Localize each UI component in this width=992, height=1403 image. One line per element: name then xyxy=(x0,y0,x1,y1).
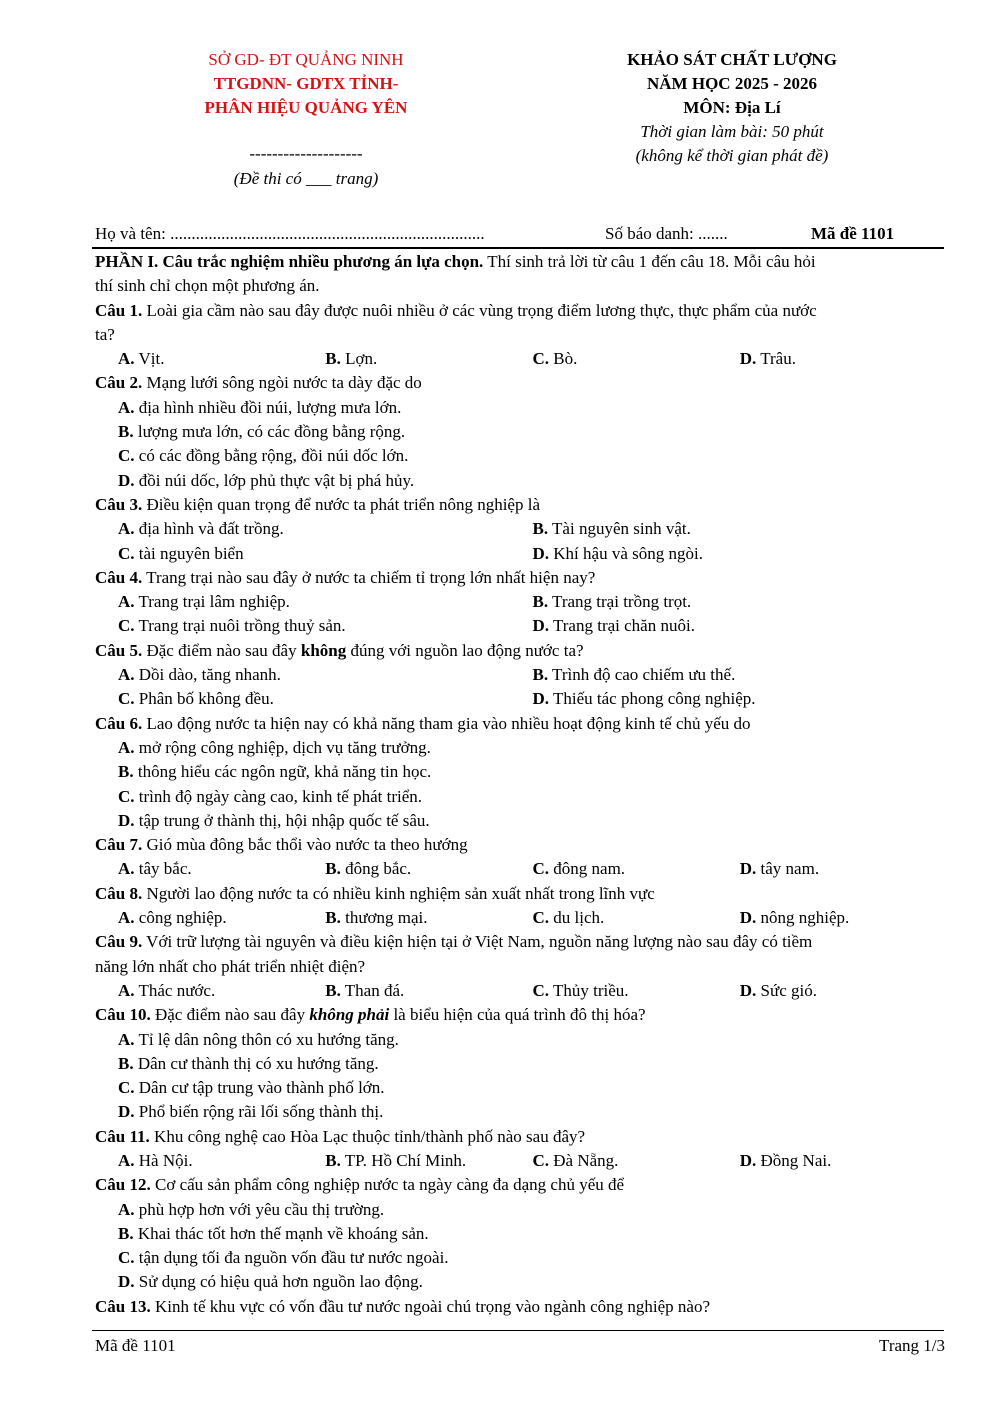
options-row xyxy=(95,857,947,881)
options-row xyxy=(95,687,947,711)
option-d: D. Trang trại chăn nuôi. xyxy=(532,616,695,636)
question-6: Câu 6. Lao động nước ta hiện nay có khả năng tham gia vào nhiều hoạt động kinh tế chủ yếu do xyxy=(95,713,751,733)
options-row xyxy=(95,979,947,1003)
option-d: D. Trâu. xyxy=(739,349,796,369)
option-d: D. tập trung ở thành thị, hội nhập quốc tế sâu. xyxy=(118,810,430,830)
option-c: C. trình độ ngày càng cao, kinh tế phát triển. xyxy=(118,786,423,806)
exam-code: Mã đề 1101 xyxy=(811,224,895,243)
option-d: D. Khí hậu và sông ngòi. xyxy=(532,543,703,563)
question-3: Câu 3. Điều kiện quan trọng để nước ta phát triển nông nghiệp là xyxy=(95,494,540,514)
question-9: Câu 9. Với trữ lượng tài nguyên và điều kiện hiện tại ở Việt Nam, nguồn năng lượng nào sau đây có tiềm xyxy=(95,932,813,952)
exam-title: KHẢO SÁT CHẤT LƯỢNG xyxy=(627,50,837,69)
option-c: C. Phân bố không đều. xyxy=(118,689,274,709)
option-a: A. Thác nước. xyxy=(118,980,216,1000)
option-b: B. Trang trại trồng trọt. xyxy=(532,592,692,612)
divider-dashes: -------------------- xyxy=(249,144,363,163)
school-header xyxy=(130,48,482,192)
option-a: A. công nghiệp. xyxy=(118,908,227,928)
option-b: B. thông hiểu các ngôn ngữ, khả năng tin học. xyxy=(118,762,432,782)
options-row xyxy=(95,1149,947,1173)
page-number: Trang 1/3 xyxy=(879,1336,945,1355)
option-c: C. có các đồng bằng rộng, đồi núi dốc lớn. xyxy=(118,446,409,466)
question-10: Câu 10. Đặc điểm nào sau đây không phải là biểu hiện của quá trình đô thị hóa? xyxy=(95,1005,646,1025)
option-a: A. Vịt. xyxy=(118,349,165,369)
department-name: SỞ GD- ĐT QUẢNG NINH xyxy=(208,50,404,69)
option-d: D. Sử dụng có hiệu quả hơn nguồn lao động. xyxy=(118,1272,423,1292)
option-b: B. đông bắc. xyxy=(325,859,412,879)
options-row xyxy=(95,590,947,614)
exam-content: PHẦN I. Câu trắc nghiệm nhiều phương án lựa chọn. Thí sinh trả lời từ câu 1 đến câu 18. Mỗi câu hỏi thí sinh chỉ chọn một phương án. Câu 1. Loài gia cầm nào sau đây được nuôi nhiều ở các vùng trọng điểm lương thực, thực phẩm của nước ta? A. Vịt. B. Lợn. C. Bò. D. Trâu. Câu 2. Mạng lưới sông ngòi nước ta dày đặc do A. địa hình nhiều đồi núi, lượng mưa lớn. B. lượng mưa lớn, có các đồng bằng rộng. C. có các đồng bằng rộng, đồi núi dốc lớn. D. đồi núi dốc, lớp phủ thực vật bị phá hủy. Câu 3. Điều kiện quan trọng để nước ta phát triển nông nghiệp là A. địa hình và đất trồng. B. Tài nguyên sinh vật. C. tài nguyên biển D. Khí hậu và sông ngòi. Câu 4. Trang trại nào sau đây ở nước ta chiếm tỉ trọng lớn nhất hiện nay? A. Trang trại lâm nghiệp. B. Trang trại trồng trọt. C. Trang trại nuôi trồng thuỷ sản. D. Trang trại chăn nuôi. Câu 5. Đặc điểm nào sau đây không đúng với nguồn lao động nước ta? A. Dồi dào, tăng nhanh. B. Trình độ cao chiếm ưu thế. C. Phân bố không đều. D. Thiếu tác phong công nghiệp. Câu 6. Lao động nước ta hiện nay có khả năng tham gia vào nhiều hoạt động kinh tế chủ yếu do A. mở rộng công nghiệp, dịch vụ tăng trưởng. B. thông hiểu các ngôn ngữ, khả năng tin học. C. trình độ ngày càng cao, kinh tế phát triển. D. tập trung ở thành thị, hội nhập quốc tế sâu. Câu 7. Gió mùa đông bắc thổi vào nước ta theo hướng A. tây bắc. B. đông bắc. C. đông nam. D. tây nam. Câu 8. Người lao động nước ta có nhiều kinh nghiệm sản xuất nhất trong lĩnh vực A. công nghiệp. B. thương mại. C. du lịch. D. nông nghiệp. Câu 9. Với trữ lượng tài nguyên và điều kiện hiện tại ở Việt Nam, nguồn năng lượng nào sau đây có tiềm năng lớn nhất cho phát triển nhiệt điện? A. Thác nước. B. Than đá. C. Thủy triều. D. Sức gió. Câu 10. Đặc điểm nào sau đây không phải là biểu hiện của quá trình đô thị hóa? A. Tỉ lệ dân nông thôn có xu hướng tăng. B. Dân cư thành thị có xu hướng tăng. C. Dân cư tập trung vào thành phố lớn. D. Phổ biến rộng rãi lối sống thành thị. Câu 11. Khu công nghệ cao Hòa Lạc thuộc tỉnh/thành phố nào sau đây? A. Hà Nội. B. TP. Hồ Chí Minh. C. Đà Nẵng. D. Đồng Nai. Câu 12. Cơ cấu sản phẩm công nghiệp nước ta ngày càng đa dạng chủ yếu để A. phù hợp hơn với yêu cầu thị trường. B. Khai thác tốt hơn thế mạnh về khoáng sản. C. tận dụng tối đa nguồn vốn đầu tư nước ngoài. D. Sử dụng có hiệu quả hơn nguồn lao động. Câu 13. Kinh tế khu vực có vốn đầu tư nước ngoài chú trọng vào ngành công nghiệp nào? xyxy=(95,250,947,1319)
option-b: B. Trình độ cao chiếm ưu thế. xyxy=(532,665,736,685)
exam-header xyxy=(562,48,902,168)
footer-exam-code: Mã đề 1101 xyxy=(95,1336,176,1355)
option-d: D. Phổ biến rộng rãi lối sống thành thị. xyxy=(118,1102,384,1122)
center-name: TTGDNN- GDTX TỈNH- xyxy=(213,74,399,93)
question-1: Câu 1. Loài gia cầm nào sau đây được nuôi nhiều ở các vùng trọng điểm lương thực, thực phẩm của nước xyxy=(95,300,817,320)
option-d: D. tây nam. xyxy=(739,859,820,879)
option-c: C. đông nam. xyxy=(532,859,626,879)
option-b: B. thương mại. xyxy=(325,908,428,928)
option-c: C. du lịch. xyxy=(532,908,605,928)
part-title: PHẦN I. Câu trắc nghiệm nhiều phương án lựa chọn. xyxy=(95,252,484,271)
options-row xyxy=(95,347,947,371)
question-7: Câu 7. Gió mùa đông bắc thổi vào nước ta theo hướng xyxy=(95,835,468,855)
exam-time: Thời gian làm bài: 50 phút xyxy=(640,122,824,141)
option-c: C. Đà Nẵng. xyxy=(532,1150,619,1170)
option-b: B. Dân cư thành thị có xu hướng tăng. xyxy=(118,1053,379,1073)
option-a: A. Tỉ lệ dân nông thôn có xu hướng tăng. xyxy=(118,1029,399,1049)
candidate-info xyxy=(95,222,945,246)
option-d: D. Sức gió. xyxy=(739,980,817,1000)
option-d: D. nông nghiệp. xyxy=(739,908,850,928)
options-row xyxy=(95,542,947,566)
part-intro: PHẦN I. Câu trắc nghiệm nhiều phương án lựa chọn. Thí sinh trả lời từ câu 1 đến câu 18. Mỗi câu hỏi xyxy=(95,252,816,271)
option-a: A. địa hình và đất trồng. xyxy=(118,519,284,539)
question-2: Câu 2. Mạng lưới sông ngòi nước ta dày đặc do xyxy=(95,373,422,393)
question-11: Câu 11. Khu công nghệ cao Hòa Lạc thuộc tỉnh/thành phố nào sau đây? xyxy=(95,1126,586,1146)
option-a: A. tây bắc. xyxy=(118,859,192,879)
option-b: B. Lợn. xyxy=(325,349,378,369)
question-13: Câu 13. Kinh tế khu vực có vốn đầu tư nước ngoài chú trọng vào ngành công nghiệp nào? xyxy=(95,1296,710,1316)
option-a: A. Hà Nội. xyxy=(118,1150,193,1170)
header-rule xyxy=(92,247,944,249)
option-a: A. Trang trại lâm nghiệp. xyxy=(118,592,290,612)
school-year: NĂM HỌC 2025 - 2026 xyxy=(647,74,817,93)
option-c: C. tận dụng tối đa nguồn vốn đầu tư nước ngoài. xyxy=(118,1248,449,1268)
option-b: B. Than đá. xyxy=(325,980,405,1000)
option-b: B. Tài nguyên sinh vật. xyxy=(532,519,691,539)
candidate-number-field: Số báo danh: ....... xyxy=(605,224,728,243)
options-row xyxy=(95,663,947,687)
option-a: A. phù hợp hơn với yêu cầu thị trường. xyxy=(118,1199,385,1219)
option-c: C. Bò. xyxy=(532,349,578,369)
option-c: C. tài nguyên biển xyxy=(118,543,244,563)
page-count-note: (Đề thi có ___ trang) xyxy=(233,169,379,188)
option-d: D. Đồng Nai. xyxy=(739,1150,832,1170)
question-5: Câu 5. Đặc điểm nào sau đây không đúng với nguồn lao động nước ta? xyxy=(95,640,584,660)
options-row xyxy=(95,614,947,638)
question-4: Câu 4. Trang trại nào sau đây ở nước ta chiếm tỉ trọng lớn nhất hiện nay? xyxy=(95,567,596,587)
page-footer xyxy=(95,1334,945,1358)
branch-name: PHÂN HIỆU QUẢNG YÊN xyxy=(204,98,408,117)
option-c: C. Thủy triều. xyxy=(532,980,629,1000)
options-row xyxy=(95,517,947,541)
option-b: B. TP. Hồ Chí Minh. xyxy=(325,1150,467,1170)
option-b: B. Khai thác tốt hơn thế mạnh về khoáng sản. xyxy=(118,1223,429,1243)
question-8: Câu 8. Người lao động nước ta có nhiều kinh nghiệm sản xuất nhất trong lĩnh vực xyxy=(95,883,655,903)
candidate-name-field: Họ và tên: .......................................................................... xyxy=(95,224,485,243)
option-c: C. Trang trại nuôi trồng thuỷ sản. xyxy=(118,616,346,636)
option-a: A. địa hình nhiều đồi núi, lượng mưa lớn. xyxy=(118,397,402,417)
question-12: Câu 12. Cơ cấu sản phẩm công nghiệp nước ta ngày càng đa dạng chủ yếu để xyxy=(95,1175,625,1195)
subject: MÔN: Địa Lí xyxy=(683,98,781,117)
option-a: A. mở rộng công nghiệp, dịch vụ tăng trưởng. xyxy=(118,737,431,757)
option-d: D. đồi núi dốc, lớp phủ thực vật bị phá hủy. xyxy=(118,470,415,490)
option-d: D. Thiếu tác phong công nghiệp. xyxy=(532,689,756,709)
option-c: C. Dân cư tập trung vào thành phố lớn. xyxy=(118,1078,385,1098)
time-note: (không kể thời gian phát đề) xyxy=(635,146,829,165)
option-a: A. Dồi dào, tăng nhanh. xyxy=(118,665,281,685)
options-row xyxy=(95,906,947,930)
footer-rule xyxy=(92,1330,944,1331)
option-b: B. lượng mưa lớn, có các đồng bằng rộng. xyxy=(118,422,406,442)
